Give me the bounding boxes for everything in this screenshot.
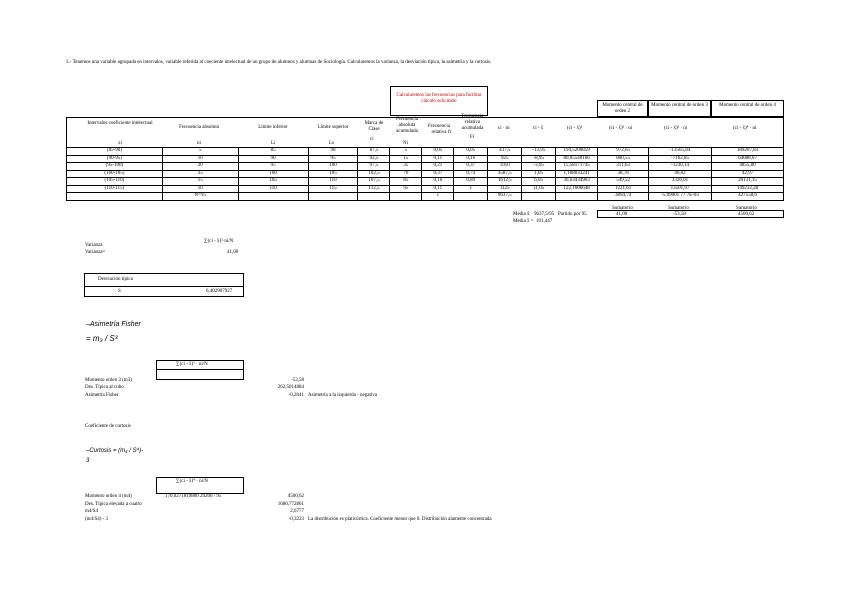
m2-header-box <box>597 100 648 117</box>
header-m2-sym: (ci - x̄)² · ni <box>609 126 633 131</box>
sumatorio-m3: Sumatorio <box>668 206 689 211</box>
kurtosis-row-label: (m4/S4) - 3 <box>85 517 109 522</box>
table-cell: 92,5 <box>358 155 390 163</box>
skewness-formula: = m₃ / S³ <box>86 334 118 343</box>
table-cell: 38,78 <box>598 170 649 178</box>
header-abs-freq: Frecuencia absoluta <box>179 125 219 130</box>
table-cell: 0,74 <box>454 170 488 178</box>
table-cell: 36,63434903 <box>556 178 598 186</box>
table-cell: 87,5 <box>358 148 390 156</box>
table-cell: (100-105) <box>67 170 163 178</box>
table-row <box>67 170 784 178</box>
sumatorio-m2: Sumatorio <box>612 206 633 211</box>
table-cell: 107,5 <box>358 178 390 186</box>
table-cell: 95 <box>308 155 358 163</box>
header-lower: Límite inferior <box>258 125 288 130</box>
media-label-2: Media x̄ = <box>513 219 534 224</box>
partido-label: Partido por 95 <box>558 212 587 217</box>
table-cell: 3587,5 <box>488 170 522 178</box>
kurtosis-row-value: 2,6777 <box>290 509 304 514</box>
table-cell: -8,95 <box>522 155 556 163</box>
table-cell: 90 <box>238 155 308 163</box>
header-interval-sym: xi <box>118 141 122 146</box>
table-cell: 5 <box>390 148 422 156</box>
table-cell: 97,5 <box>358 163 390 171</box>
table-cell: 189207,83 <box>711 148 783 156</box>
table-cell: -13565,84 <box>649 148 712 156</box>
header-sq-dev: (ci - x̄)² <box>567 126 583 131</box>
table-row <box>67 148 784 156</box>
table-cell: 15 <box>162 178 238 186</box>
table-cell: 6,05 <box>522 178 556 186</box>
frequency-note: Calcularemos las frecuencias para facilitar cálculo solicitado <box>396 93 482 104</box>
table-cell: 311,63 <box>598 163 649 171</box>
table-cell: 15,58171745 <box>556 163 598 171</box>
table-cell: 925 <box>488 155 522 163</box>
frequency-table <box>66 147 784 201</box>
table-cell: 100 <box>308 163 358 171</box>
skewness-row-label: Des. Típica al cubo <box>85 385 124 390</box>
table-cell: 122,1606648 <box>556 185 598 193</box>
m4-divided: 4500,62 <box>738 212 755 217</box>
sumatorio-m4: Sumatorio <box>736 206 757 211</box>
table-cell: 0,11 <box>422 155 454 163</box>
table-cell: 1,05 <box>522 170 556 178</box>
table-cell: 0,89 <box>454 178 488 186</box>
total-ci-ni: 9637,5 <box>488 193 522 201</box>
m3-header: Momento central de orden 3 <box>651 103 708 108</box>
kurtosis-row-label: Des. Típica elevada a cuatro <box>85 502 142 507</box>
table-cell: 3326,01 <box>649 178 712 186</box>
header-cum-abs: Frecuencia absoluta acumulada <box>396 117 418 134</box>
header-upper: Límite superior <box>317 125 349 130</box>
skewness-title: –Asimetría Fisher <box>86 321 141 328</box>
table-cell: 90 <box>308 148 358 156</box>
table-cell: 194,5200859 <box>556 148 598 156</box>
table-cell: 35 <box>390 163 422 171</box>
skewness-box-divider <box>156 369 244 370</box>
table-cell: -1230,14 <box>649 163 712 171</box>
table-cell: (90-95) <box>67 155 163 163</box>
kurtosis-formula-2: 3 <box>86 458 90 464</box>
table-cell: 149232,28 <box>711 185 783 193</box>
header-class-mark-sym: ci <box>370 137 374 142</box>
table-cell: 800,55 <box>598 155 649 163</box>
table-row <box>67 185 784 193</box>
kurtosis-formula-1: –Curtosis = (m₄ / S⁴)- <box>86 448 144 454</box>
table-cell: -3,95 <box>522 163 556 171</box>
table-cell: 549,52 <box>598 178 649 186</box>
table-cell: 102,5 <box>358 170 390 178</box>
table-row <box>67 178 784 186</box>
table-cell: 20131,15 <box>711 178 783 186</box>
totals-row <box>67 193 784 201</box>
table-cell: 105 <box>308 170 358 178</box>
table-cell: (110-115) <box>67 185 163 193</box>
table-cell: 1 <box>454 185 488 193</box>
table-cell: 0,37 <box>454 163 488 171</box>
skewness-row-label: Asimetría Fisher <box>85 393 119 398</box>
table-cell: 972,65 <box>598 148 649 156</box>
table-cell: 4855,80 <box>711 163 783 171</box>
table-cell: 10 <box>162 185 238 193</box>
kurtosis-row-value: 1680,772861 <box>277 502 304 507</box>
table-cell: 0,11 <box>422 185 454 193</box>
table-cell: 105 <box>238 178 308 186</box>
media-expr: 9637,5/95 <box>534 212 555 217</box>
table-cell: 0,37 <box>422 170 454 178</box>
table-cell: 0,16 <box>454 155 488 163</box>
kurtosis-box-formula: ∑(ci - x̄)⁴ · ni/N <box>176 479 208 484</box>
table-cell: -13,95 <box>522 148 556 156</box>
table-cell: 1950 <box>488 163 522 171</box>
header-ci-ni: ci · ni <box>498 126 510 131</box>
total-m2: 3894,74 <box>598 193 649 201</box>
table-cell: 0,16 <box>422 178 454 186</box>
table-row <box>67 155 784 163</box>
std-sym: S <box>118 289 121 294</box>
table-cell: (105-110) <box>67 178 163 186</box>
table-cell: 95 <box>390 185 422 193</box>
total-rel: 1 <box>422 193 454 201</box>
header-ci-minus-mean: ci - x̄ <box>533 126 544 131</box>
table-cell: 0,05 <box>454 148 488 156</box>
table-cell: 437,5 <box>488 148 522 156</box>
table-cell: 42,97 <box>711 170 783 178</box>
header-rel-freq-sym: fi <box>448 130 452 135</box>
table-cell: 110 <box>238 185 308 193</box>
header-cum-abs-sym: Ni <box>403 141 408 146</box>
kurtosis-section: Coeficiente de curtosis <box>85 424 131 429</box>
kurtosis-row-label: m4/S4 <box>85 509 99 514</box>
table-cell: 11,05 <box>522 185 556 193</box>
kurtosis-row-note: La distribución es platicúrtica. Coeficiente menor que 0. Distribución alamente concentrada <box>308 517 492 522</box>
skewness-row-value: 262,5014884 <box>277 385 304 390</box>
header-m4-sym: (ci - x̄)⁴ · ni <box>733 126 757 131</box>
header-cum-rel-sym: Fi <box>470 135 475 140</box>
table-cell: 13501,97 <box>649 185 712 193</box>
std-label: Desviación típica <box>98 277 133 282</box>
skewness-row-note: Asimetría a la izquierda - negativa <box>308 393 377 398</box>
table-cell: 70 <box>390 170 422 178</box>
variance-formula: ∑(ci - x̄)²·ni/N <box>204 239 234 244</box>
kurtosis-row-value: 4500,62 <box>287 494 304 499</box>
media-label: Media x̄ <box>513 212 530 217</box>
table-cell: 5 <box>162 148 238 156</box>
table-cell: (95-100) <box>67 163 163 171</box>
table-cell: 0,21 <box>422 163 454 171</box>
header-m3-sym: (ci - x̄)³ · ni <box>664 126 688 131</box>
table-cell: 40,82 <box>649 170 712 178</box>
header-interval: Intervalos coeficiente intelectual <box>87 121 153 126</box>
header-upper-sym: Ls <box>329 141 334 146</box>
skewness-box-formula: ∑(ci - x̄)³ · ni/N <box>176 362 208 367</box>
header-rel-freq: Frecuencia relativa <box>428 124 450 135</box>
table-cell: 15 <box>390 155 422 163</box>
table-cell: 85 <box>238 148 308 156</box>
total-m4: 427558,6 <box>711 193 783 201</box>
std-value: 6,402907927 <box>206 289 233 294</box>
kurtosis-row-label: Momento orden 4 (m4) <box>85 494 132 499</box>
table-cell: 64088,67 <box>711 155 783 163</box>
skewness-row-value: -0,2041 <box>288 393 304 398</box>
m4-header-box <box>711 100 784 117</box>
header-class-mark: Marca de Clase <box>364 121 384 132</box>
table-cell: 115 <box>308 185 358 193</box>
table-cell: 10 <box>162 155 238 163</box>
skewness-row-value: -53,58 <box>291 378 304 383</box>
m4-header: Momento central de orden 4 <box>719 103 776 108</box>
kurtosis-row-mid: 170,0271819800 29200 / 95 <box>165 494 222 499</box>
kurtosis-row-value: -0,3223 <box>288 517 304 522</box>
table-cell: 1221,61 <box>598 185 649 193</box>
m3-header-box <box>648 100 711 117</box>
table-cell: (85-90) <box>67 148 163 156</box>
m3-divided: -53,58 <box>673 212 686 217</box>
table-cell: -7162,85 <box>649 155 712 163</box>
table-cell: 0,05 <box>422 148 454 156</box>
header-cum-rel: Frecuencia relativa acumulada <box>461 114 484 131</box>
variance-label-2: Varianza= <box>85 250 106 255</box>
table-cell: 112,5 <box>358 185 390 193</box>
total-n: N=95 <box>162 193 238 201</box>
table-cell: 20 <box>162 163 238 171</box>
table-cell: 85 <box>390 178 422 186</box>
m2-header: Momento central de orden 2 <box>602 103 643 114</box>
media-value: 101,447 <box>536 219 553 224</box>
table-cell: 100 <box>238 170 308 178</box>
problem-statement: 3.- Tenemos una variable agrupada en intervalos, variable referida al coeciente intelectual de un grupo de alumnos y alumnas de Sociología. Calcularemos la varianza, la desviación típica, la asimetría y la curtosis. <box>66 60 492 65</box>
total-m3: -5,09001 77 7E-03 <box>649 193 712 201</box>
std-box-divider <box>84 286 244 287</box>
table-cell: 1612,5 <box>488 178 522 186</box>
table-cell: 1,108033241 <box>556 170 598 178</box>
m2-divided: 41,00 <box>616 212 628 217</box>
table-cell: 110 <box>308 178 358 186</box>
variance-label: Varianza <box>85 243 103 248</box>
header-abs-freq-sym: ni <box>197 141 201 146</box>
skewness-row-label: Momento orden 3 (m3) <box>85 378 132 383</box>
table-cell: 1125 <box>488 185 522 193</box>
variance-value: 41,00 <box>227 250 239 255</box>
frequency-note-box <box>390 86 488 116</box>
header-lower-sym: Li <box>271 141 276 146</box>
table-cell: 80,05540166 <box>556 155 598 163</box>
table-row <box>67 163 784 171</box>
table-cell: 95 <box>238 163 308 171</box>
table-cell: 35 <box>162 170 238 178</box>
